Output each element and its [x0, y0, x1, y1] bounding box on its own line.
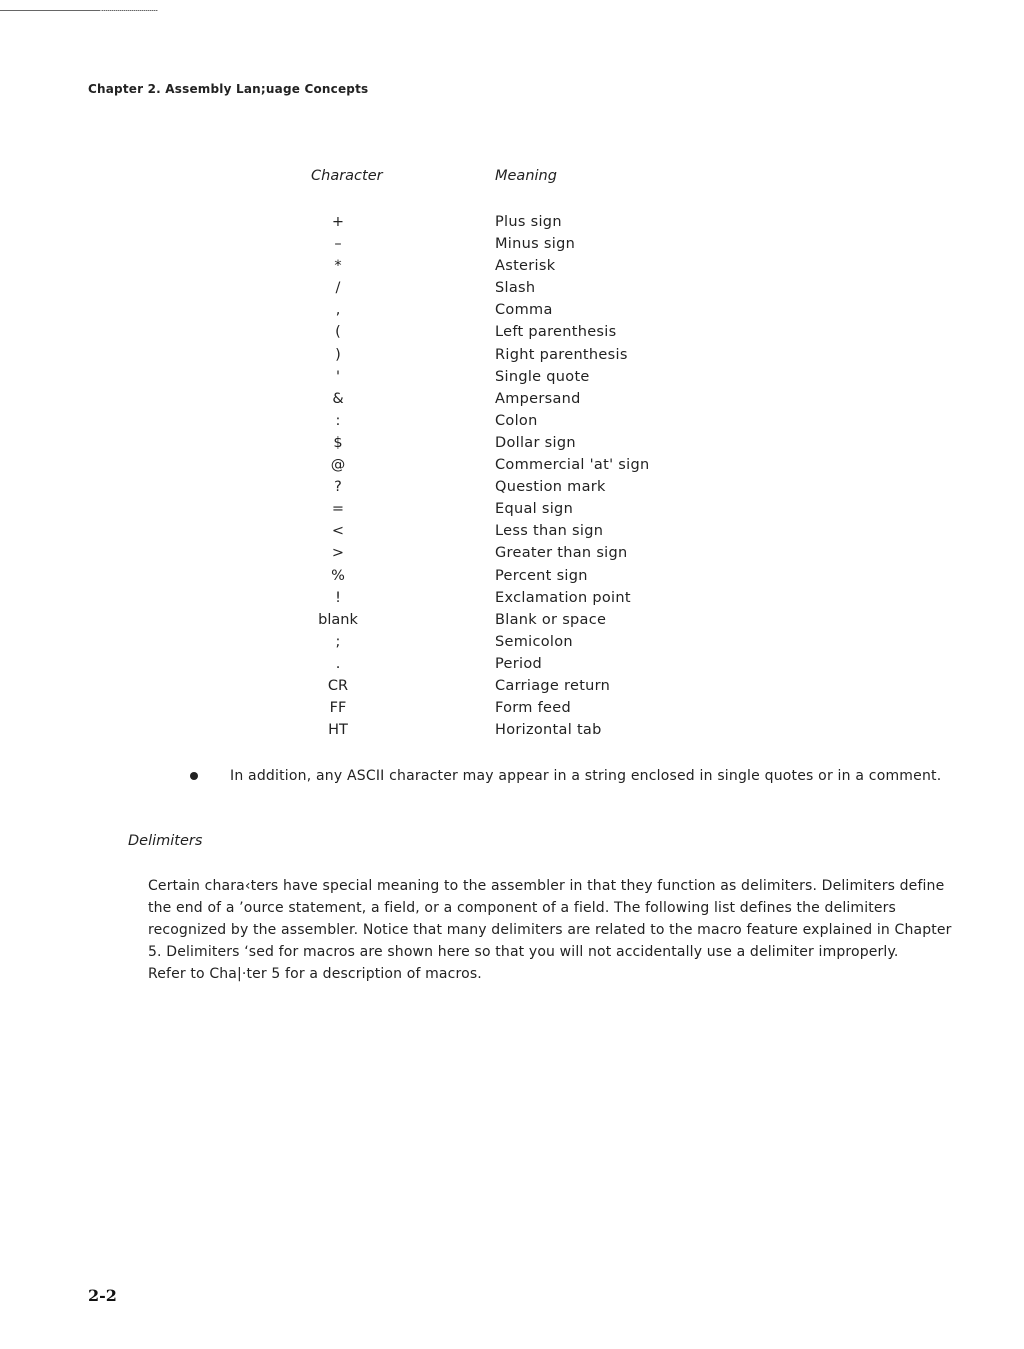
table-row — [0, 277, 1024, 299]
meaning-cell: Left parenthesis — [495, 324, 617, 341]
meaning-cell: Blank or space — [495, 611, 607, 628]
meaning-cell: Exclamation point — [495, 589, 631, 606]
character-table — [0, 211, 1024, 741]
bullet-icon — [190, 772, 198, 780]
section-heading: Delimiters — [128, 833, 203, 849]
character-cell: ! — [335, 589, 341, 606]
character-cell: ( — [335, 324, 341, 341]
column-header-character: Character — [311, 168, 383, 184]
meaning-cell: Slash — [495, 280, 536, 297]
character-cell: CR — [327, 677, 349, 694]
meaning-cell: Ampersand — [495, 390, 581, 407]
paragraph-line: 5. Delimiters ‘sed for macros are shown here so that you will not accidentally use a delimiter improperly. — [148, 944, 899, 960]
column-header-meaning: Meaning — [495, 168, 557, 184]
character-cell: . — [335, 655, 341, 672]
character-cell: / — [335, 280, 341, 297]
character-cell: = — [331, 501, 345, 518]
meaning-cell: Semicolon — [495, 633, 573, 650]
meaning-cell: Question mark — [495, 479, 606, 496]
table-row — [0, 388, 1024, 410]
character-cell: HT — [328, 722, 348, 739]
meaning-cell: Carriage return — [495, 677, 611, 694]
table-row — [0, 211, 1024, 233]
table-row — [0, 255, 1024, 277]
meaning-cell: Form feed — [495, 700, 571, 717]
character-cell: * — [334, 258, 342, 275]
table-row — [0, 476, 1024, 498]
table-row — [0, 565, 1024, 587]
meaning-cell: Minus sign — [495, 236, 576, 253]
character-cell: : — [335, 412, 341, 429]
table-row — [0, 366, 1024, 388]
table-row — [0, 454, 1024, 476]
table-row — [0, 299, 1024, 321]
table-row — [0, 587, 1024, 609]
meaning-cell: Dollar sign — [495, 434, 576, 451]
table-row — [0, 233, 1024, 255]
character-cell: @ — [330, 457, 346, 474]
character-cell: ) — [335, 346, 341, 363]
body-paragraph — [148, 875, 952, 985]
table-row — [0, 498, 1024, 520]
running-header: Chapter 2. Assembly Lan;uage Concepts — [88, 82, 369, 96]
meaning-cell: Percent sign — [495, 567, 588, 584]
meaning-cell: Asterisk — [495, 258, 556, 275]
character-cell: ' — [336, 368, 340, 385]
meaning-cell: Less than sign — [495, 523, 604, 540]
table-row — [0, 697, 1024, 719]
meaning-cell: Commercial 'at' sign — [495, 457, 650, 474]
bullet-text: In addition, any ASCII character may appear in a string enclosed in single quotes or in a comment. — [230, 768, 942, 784]
table-row — [0, 609, 1024, 631]
character-cell: + — [331, 214, 345, 230]
character-cell: $ — [333, 434, 343, 451]
meaning-cell: Plus sign — [495, 214, 562, 230]
table-row — [0, 520, 1024, 542]
table-row — [0, 432, 1024, 454]
character-cell: , — [335, 302, 341, 319]
character-cell: blank — [318, 611, 358, 628]
character-cell: ? — [334, 479, 342, 496]
table-row — [0, 410, 1024, 432]
meaning-cell: Equal sign — [495, 501, 574, 518]
table-row — [0, 653, 1024, 675]
meaning-cell: Horizontal tab — [495, 722, 602, 739]
paragraph-line: Certain chara‹ters have special meaning to the assembler in that they function as delimiters. Delimiters define — [148, 878, 945, 894]
character-cell: < — [331, 523, 345, 540]
table-row — [0, 542, 1024, 564]
paragraph-line: the end of a ’ource statement, a field, or a component of a field. The following list defines the delimiters — [148, 900, 896, 916]
paragraph-line: recognized by the assembler. Notice that many delimiters are related to the macro feature explained in Chapter — [148, 922, 952, 938]
meaning-cell: Period — [495, 655, 543, 672]
meaning-cell: Single quote — [495, 368, 590, 385]
top-rule-faint — [100, 10, 158, 11]
table-row — [0, 344, 1024, 366]
character-cell: ; — [335, 633, 341, 650]
character-cell: – — [334, 236, 342, 253]
character-cell: > — [331, 545, 345, 562]
meaning-cell: Comma — [495, 302, 553, 319]
character-cell: FF — [329, 700, 347, 717]
paragraph-line: Refer to Cha|·ter 5 for a description of macros. — [148, 966, 482, 982]
character-cell: & — [332, 390, 344, 407]
table-row — [0, 321, 1024, 343]
character-cell: % — [331, 567, 345, 584]
table-row — [0, 631, 1024, 653]
table-row — [0, 719, 1024, 741]
table-row — [0, 675, 1024, 697]
meaning-cell: Greater than sign — [495, 545, 628, 562]
meaning-cell: Colon — [495, 412, 538, 429]
meaning-cell: Right parenthesis — [495, 346, 628, 363]
page-number: 2-2 — [88, 1286, 117, 1305]
